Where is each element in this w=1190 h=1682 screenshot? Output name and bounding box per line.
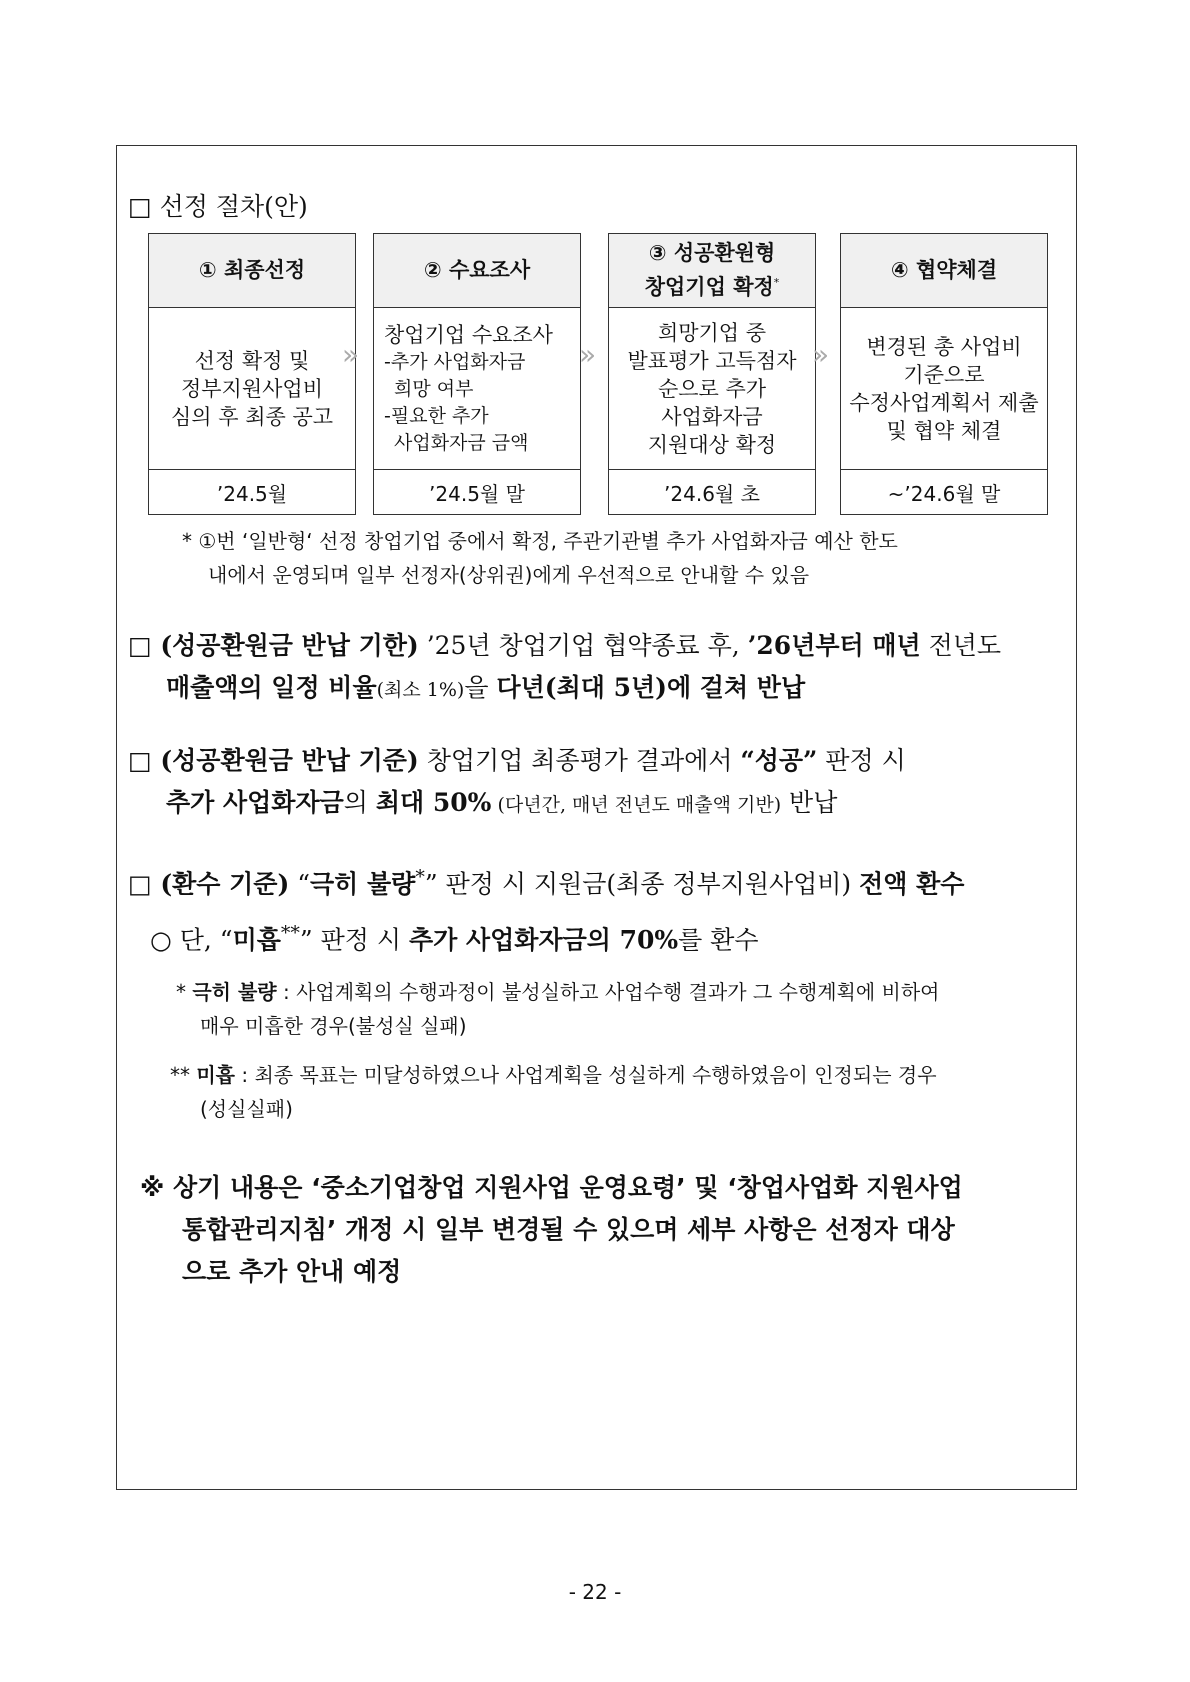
step-head-3: ③ 성공환원형 창업기업 확정* xyxy=(609,234,815,308)
refund-sub: ○ 단, “미흡**” 판정 시 추가 사업화자금의 70%를 환수 xyxy=(150,922,759,955)
step-head-2: ② 수요조사 xyxy=(374,234,580,308)
step-date-4: ~’24.6월 말 xyxy=(887,482,1001,506)
step-head-1: ① 최종선정 xyxy=(149,234,355,308)
definition-poor: * 극히 불량 : 사업계획의 수행과정이 불성실하고 사업수행 결과가 그 수행계획에 비하여 매우 미흡한 경우(불성실 실패) xyxy=(176,980,940,1038)
step-box-3 xyxy=(608,233,816,515)
arrow-icon: » xyxy=(812,338,830,371)
step-body-4: 변경된 총 사업비 기준으로 수정사업계획서 제출 및 협약 체결 xyxy=(841,308,1047,470)
repay-standard: □ (성공환원금 반납 기준) 창업기업 최종평가 결과에서 “성공” 판정 시 추가 사업화자금의 최대 50% (다년간, 매년 전년도 매출액 기반) 반납 xyxy=(128,746,906,817)
step-body-2: 창업기업 수요조사 -추가 사업화자금 희망 여부 -필요한 추가 사업화자금 금액 xyxy=(374,308,580,470)
refund-criteria: □ (환수 기준) “극히 불량*” 판정 시 지원금(최종 정부지원사업비) 전액 환수 xyxy=(128,866,965,899)
step-note: * ①번 ‘일반형‘ 선정 창업기업 중에서 확정, 주관기관별 추가 사업화자금 예산 한도 내에서 운영되며 일부 선정자(상위권)에게 우선적으로 안내할 수 있음 xyxy=(182,529,898,587)
step-date-2: ’24.5월 말 xyxy=(429,482,525,506)
repay-deadline: □ (성공환원금 반납 기한) ’25년 창업기업 협약종료 후, ’26년부터 매년 전년도 매출액의 일정 비율(최소 1%)을 다년(최대 5년)에 걸쳐 반납 xyxy=(128,631,1002,702)
step-head-4: ④ 협약체결 xyxy=(841,234,1047,308)
arrow-icon: » xyxy=(579,338,597,371)
step-date-3: ’24.6월 초 xyxy=(664,482,760,506)
step-body-1: 선정 확정 및 정부지원사업비 심의 후 최종 공고 xyxy=(149,308,355,470)
step-box-2 xyxy=(373,233,581,515)
step-box-4 xyxy=(840,233,1048,515)
step-body-3: 희망기업 중 발표평가 고득점자 순으로 추가 사업화자금 지원대상 확정 xyxy=(609,308,815,470)
section-title: □ 선정 절차(안) xyxy=(128,192,308,221)
step-box-1 xyxy=(148,233,356,515)
step-date-1: ’24.5월 xyxy=(216,482,288,506)
definition-insufficient: ** 미흡 : 최종 목표는 미달성하였으나 사업계획을 성실하게 수행하였음이 인정되는 경우 (성실실패) xyxy=(170,1063,937,1121)
arrow-icon: » xyxy=(342,338,360,371)
page-number: - 22 - xyxy=(568,1580,622,1604)
remark-note: ※ 상기 내용은 ‘중소기업창업 지원사업 운영요령’ 및 ‘창업사업화 지원사업 통합관리지침’ 개정 시 일부 변경될 수 있으며 세부 사항은 선정자 대상 으로 추가 안내 예정 xyxy=(140,1173,963,1286)
